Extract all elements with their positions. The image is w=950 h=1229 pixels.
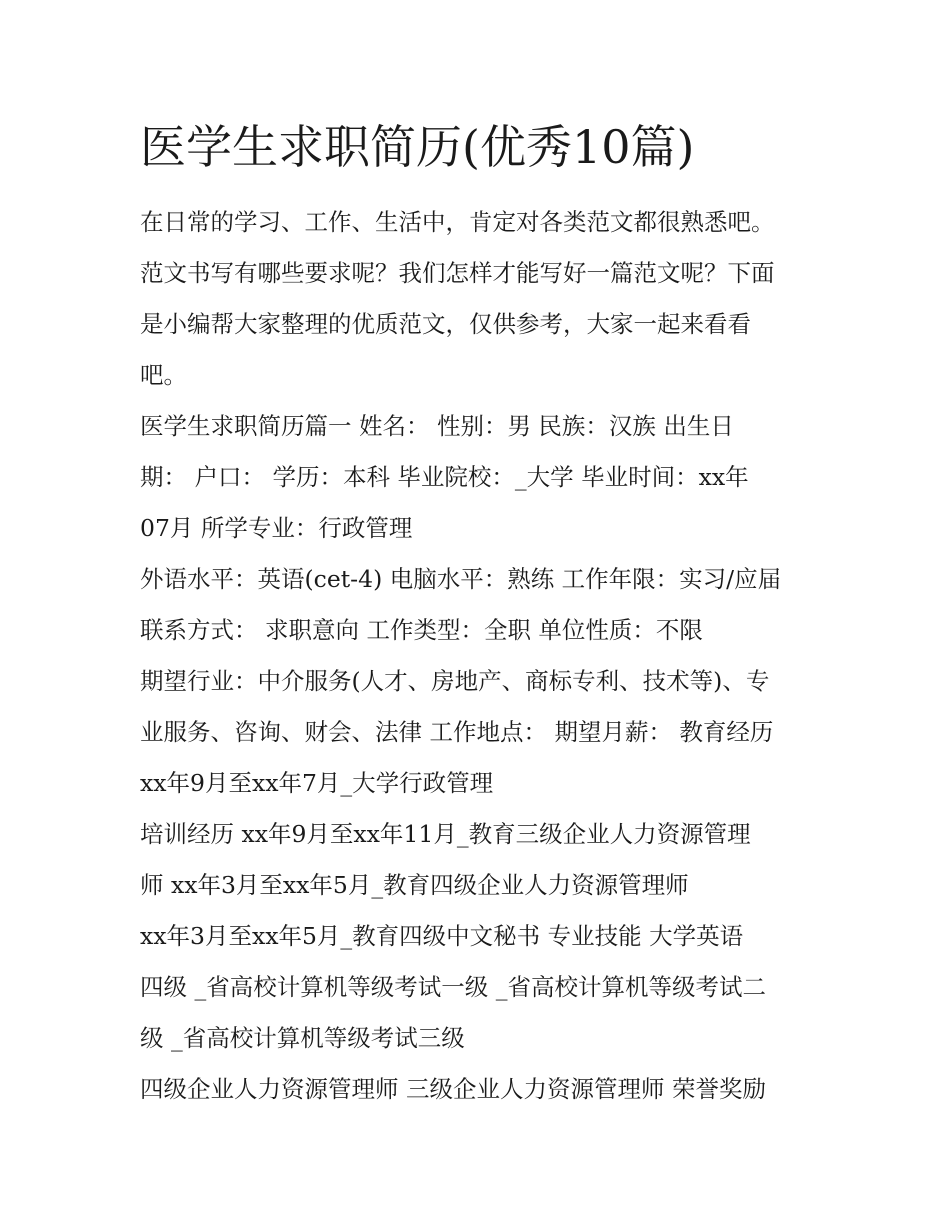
paragraph-line: 四级 _省高校计算机等级考试一级 _省高校计算机等级考试二 [140,973,766,1001]
paragraph-line: 级 _省高校计算机等级考试三级 [140,1024,465,1052]
paragraph-line: 联系方式： 求职意向 工作类型：全职 单位性质：不限 [140,616,703,644]
paragraph-line: 在日常的学习、工作、生活中，肯定对各类范文都很熟悉吧。 [140,208,775,236]
document-body [140,200,820,1118]
paragraph-line: 培训经历 xx年9月至xx年11月_教育三级企业人力资源管理 [140,820,751,848]
paragraph-line: 师 xx年3月至xx年5月_教育四级企业人力资源管理师 [140,871,689,899]
paragraph-line: xx年9月至xx年7月_大学行政管理 [140,769,494,797]
paragraph-line: 范文书写有哪些要求呢？我们怎样才能写好一篇范文呢？下面 [140,259,775,287]
paragraph-line: 外语水平：英语(cet-4) 电脑水平：熟练 工作年限：实习/应届 [140,565,782,593]
paragraph-line: 期： 户口： 学历：本科 毕业院校：_大学 毕业时间：xx年 [140,463,749,491]
paragraph-line: 是小编帮大家整理的优质范文，仅供参考，大家一起来看看 [140,310,751,338]
paragraph-line: 业服务、咨询、财会、法律 工作地点： 期望月薪： 教育经历 [140,718,774,746]
paragraph-line: 期望行业：中介服务(人才、房地产、商标专利、技术等)、专 [140,667,770,695]
paragraph-line: 吧。 [140,361,187,389]
paragraph-line: xx年3月至xx年5月_教育四级中文秘书 专业技能 大学英语 [140,922,744,950]
paragraph-line: 医学生求职简历篇一 姓名： 性别：男 民族：汉族 出生日 [140,412,734,440]
paragraph-line: 四级企业人力资源管理师 三级企业人力资源管理师 荣誉奖励 [140,1075,766,1103]
document-title: 医学生求职简历(优秀10篇) [140,120,695,174]
paragraph-line: 07月 所学专业：行政管理 [140,514,413,542]
